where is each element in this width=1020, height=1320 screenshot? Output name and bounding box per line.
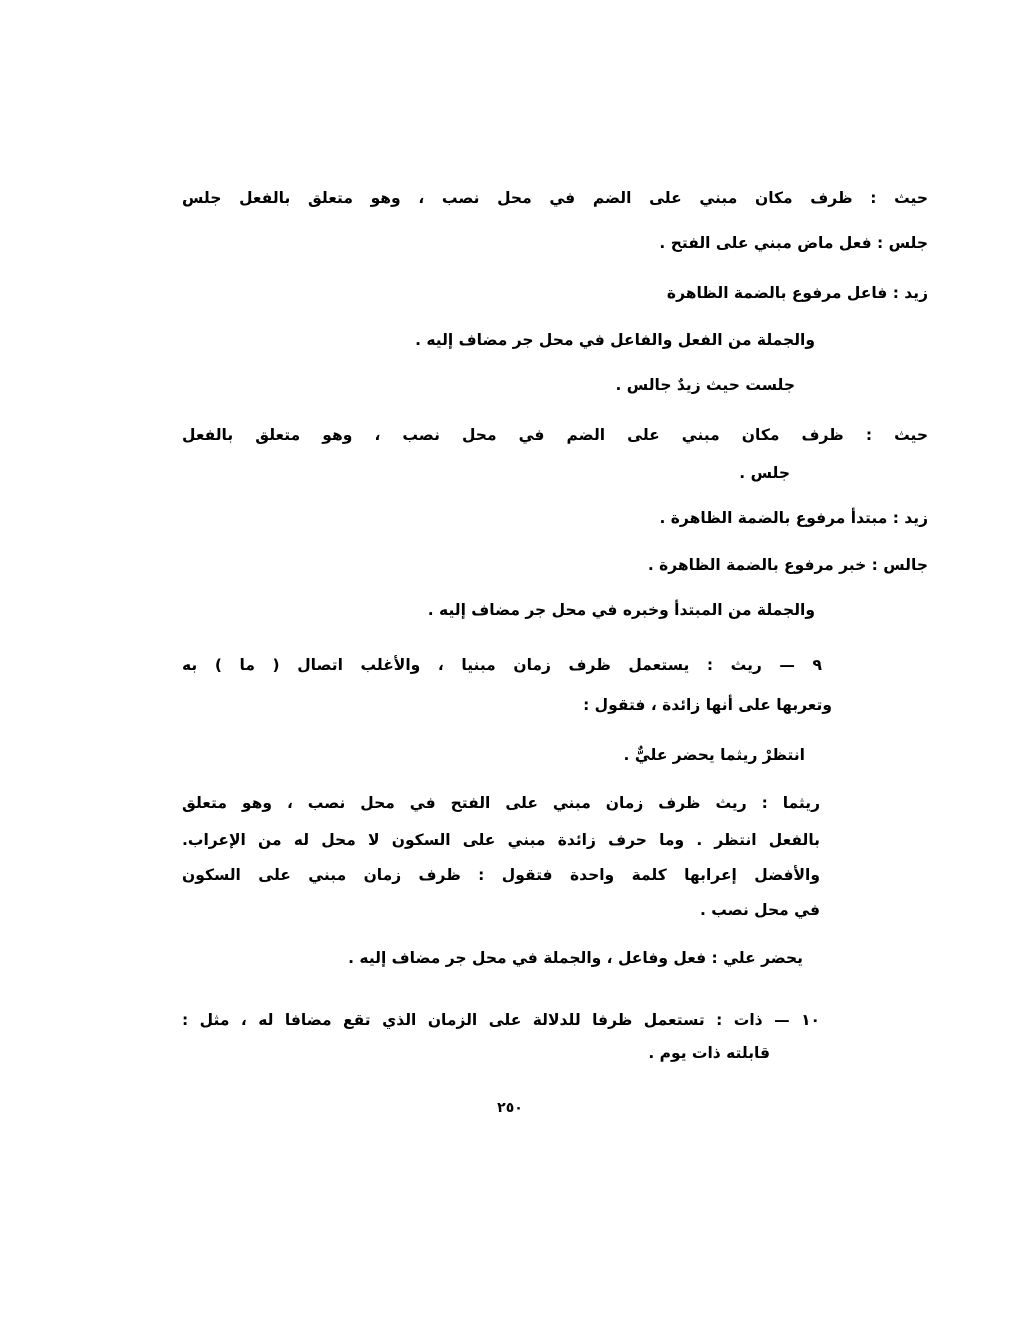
text-line: والجملة من المبتدأ وخبره في محل جر مضاف إليه . — [427, 601, 815, 619]
text-line: زيد : فاعل مرفوع بالضمة الظاهرة — [666, 284, 928, 302]
page-number: ٢٥٠ — [497, 1100, 523, 1116]
text-line: في محل نصب . — [699, 901, 820, 919]
text-line: ريثما : ريث ظرف زمان مبني على الفتح في محل نصب ، وهو متعلق — [182, 794, 820, 812]
text-line: يحضر علي : فعل وفاعل ، والجملة في محل جر مضاف إليه . — [348, 949, 803, 967]
example-sentence: قابلته ذات يوم . — [648, 1044, 770, 1062]
text-line: بالفعل انتظر . وما حرف زائدة مبني على السكون لا محل له من الإعراب. — [182, 831, 820, 849]
text-line: حيث : ظرف مكان مبني على الضم في محل نصب ، وهو متعلق بالفعل — [182, 426, 928, 444]
section-heading-10: ١٠ — ذات : تستعمل ظرفا للدلالة على الزمان الذي تقع مضافا له ، مثل : — [182, 1011, 820, 1029]
text-line: وتعربها على أنها زائدة ، فتقول : — [583, 696, 832, 714]
text-line: حيث : ظرف مكان مبني على الضم في محل نصب ، وهو متعلق بالفعل جلس — [182, 189, 928, 207]
text-line: جالس : خبر مرفوع بالضمة الظاهرة . — [647, 556, 928, 574]
example-sentence: جلست حيث زيدٌ جالس . — [615, 376, 795, 394]
text-line: والأفضل إعرابها كلمة واحدة فتقول : ظرف زمان مبني على السكون — [182, 866, 820, 884]
text-line: والجملة من الفعل والفاعل في محل جر مضاف إليه . — [415, 331, 815, 349]
text-line: جلس . — [739, 464, 790, 482]
section-heading-9: ٩ — ريث : يستعمل ظرف زمان مبنيا ، والأغلب اتصال ( ما ) به — [182, 656, 822, 674]
example-sentence: انتظرْ ريثما يحضر عليٌّ . — [623, 746, 805, 764]
text-line: جلس : فعل ماض مبني على الفتح . — [659, 234, 928, 252]
text-line: زيد : مبتدأ مرفوع بالضمة الظاهرة . — [659, 509, 928, 527]
